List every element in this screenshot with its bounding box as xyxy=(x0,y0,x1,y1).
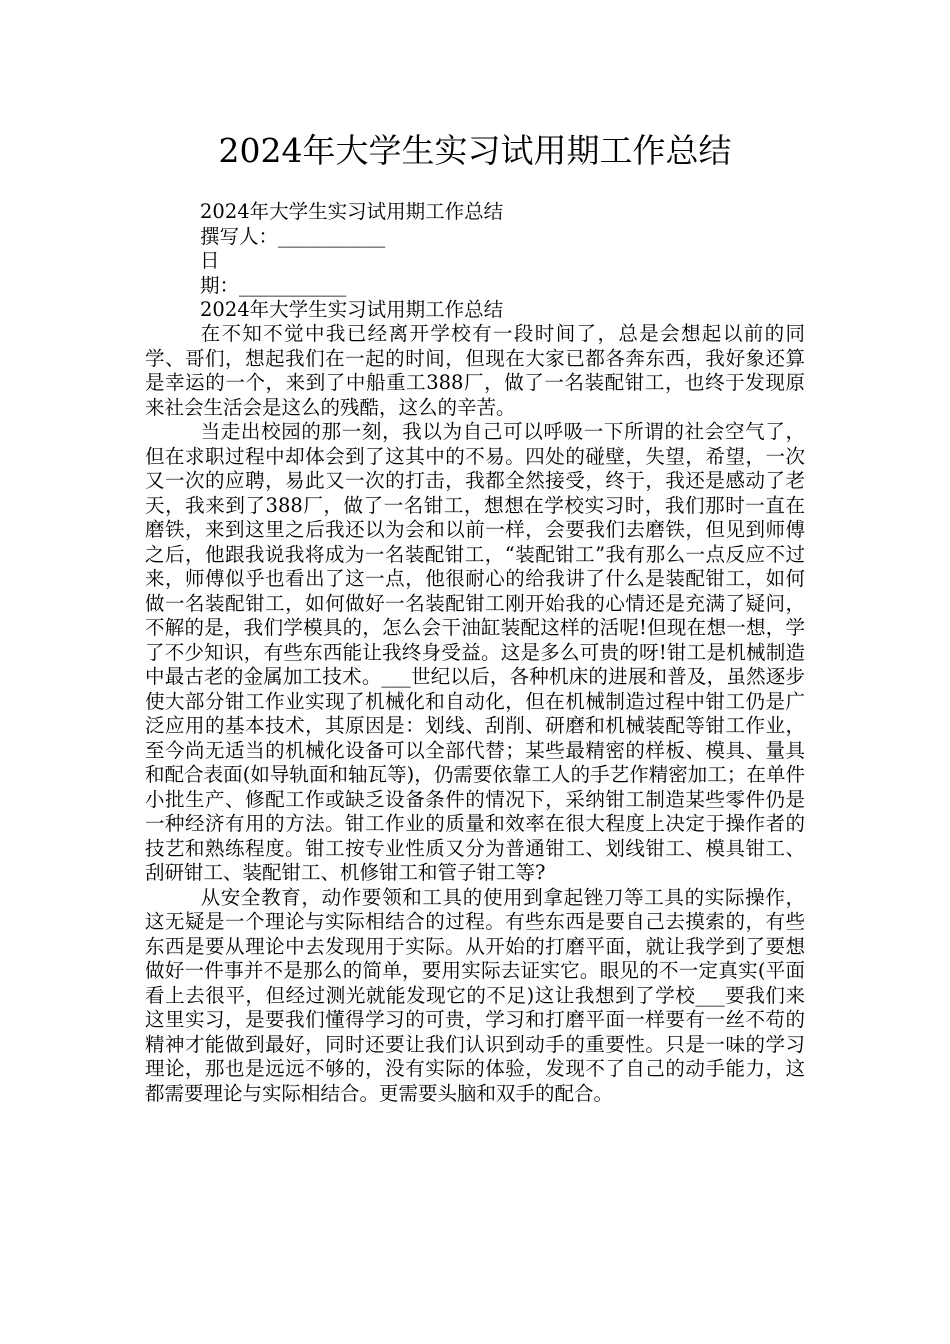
paragraph-2: 当走出校园的那一刻，我以为自己可以呼吸一下所谓的社会空气了，但在求职过程中却体会到了这其中的不易。四处的碰壁，失望，希望，一次又一次的应聘，易此又一次的打击，我都全然接受，终于，我还是感动了老天，我来到了388厂，做了一名钳工，想想在学校实习时，我们那时一直在磨铁，来到这里之后我还以为会和以前一样，会要我们去磨铁，但见到师傅之后，他跟我说我将成为一名装配钳工，“装配钳工”我有那么一点反应不过来，师傅似乎也看出了这一点，他很耐心的给我讲了什么是装配钳工，如何做一名装配钳工，如何做好一名装配钳工刚开始我的心情还是充满了疑问，不解的是，我们学模具的，怎么会干油缸装配这样的活呢!但现在想一想，学了不少知识，有些东西能让我终身受益。这是多么可贵的呀!钳工是机械制造中最古老的金属加工技术。___世纪以后，各种机床的进展和普及，虽然逐步使大部分钳工作业实现了机械化和自动化，但在机械制造过程中钳工仍是广泛应用的基本技术，其原因是：划线、刮削、研磨和机械装配等钳工作业，至今尚无适当的机械化设备可以全部代替；某些最精密的样板、模具、量具和配合表面(如导轨面和轴瓦等)，仍需要依靠工人的手艺作精密加工；在单件小批生产、修配工作或缺乏设备条件的情况下，采纳钳工制造某些零件仍是一种经济有用的方法。钳工作业的质量和效率在很大程度上决定于操作者的技艺和熟练程度。钳工按专业性质又分为普通钳工、划线钳工、模具钳工、刮研钳工、装配钳工、机修钳工和管子钳工等? xyxy=(145,420,805,884)
author-line: 撰写人：___________ xyxy=(200,224,386,248)
document-body xyxy=(145,322,805,1106)
document-title: 2024年大学生实习试用期工作总结 xyxy=(218,131,732,170)
paragraph-1: 在不知不觉中我已经离开学校有一段时间了，总是会想起以前的同学、哥们，想起我们在一起的时间，但现在大家已都各奔东西，我好象还算是幸运的一个，来到了中船重工388厂，做了一名装配钳工，也终于发现原来社会生活会是这么的残酷，这么的辛苦。 xyxy=(145,322,805,419)
paragraph-3: 从安全教育，动作要领和工具的使用到拿起锉刀等工具的实际操作，这无疑是一个理论与实际相结合的过程。有些东西是要自己去摸索的，有些东西是要从理论中去发现用于实际。从开始的打磨平面，就让我学到了要想做好一件事并不是那么的简单，要用实际去证实它。眼见的不一定真实(平面看上去很平，但经过测光就能发现它的不足)这让我想到了学校___要我们来这里实习，是要我们懂得学习的可贵，学习和打磨平面一样要有一丝不苟的精神才能做到最好，同时还要让我们认识到动手的重要性。只是一味的学习理论，那也是远远不够的，没有实际的体验，发现不了自己的动手能力，这都需要理论与实际相结合。更需要头脑和双手的配合。 xyxy=(145,885,805,1105)
heading-repeat: 2024年大学生实习试用期工作总结 xyxy=(200,298,504,321)
document-meta xyxy=(200,200,503,323)
date-line: 期：___________ xyxy=(200,273,347,297)
subtitle: 2024年大学生实习试用期工作总结 xyxy=(200,200,504,223)
date-label: 日 xyxy=(200,249,220,272)
